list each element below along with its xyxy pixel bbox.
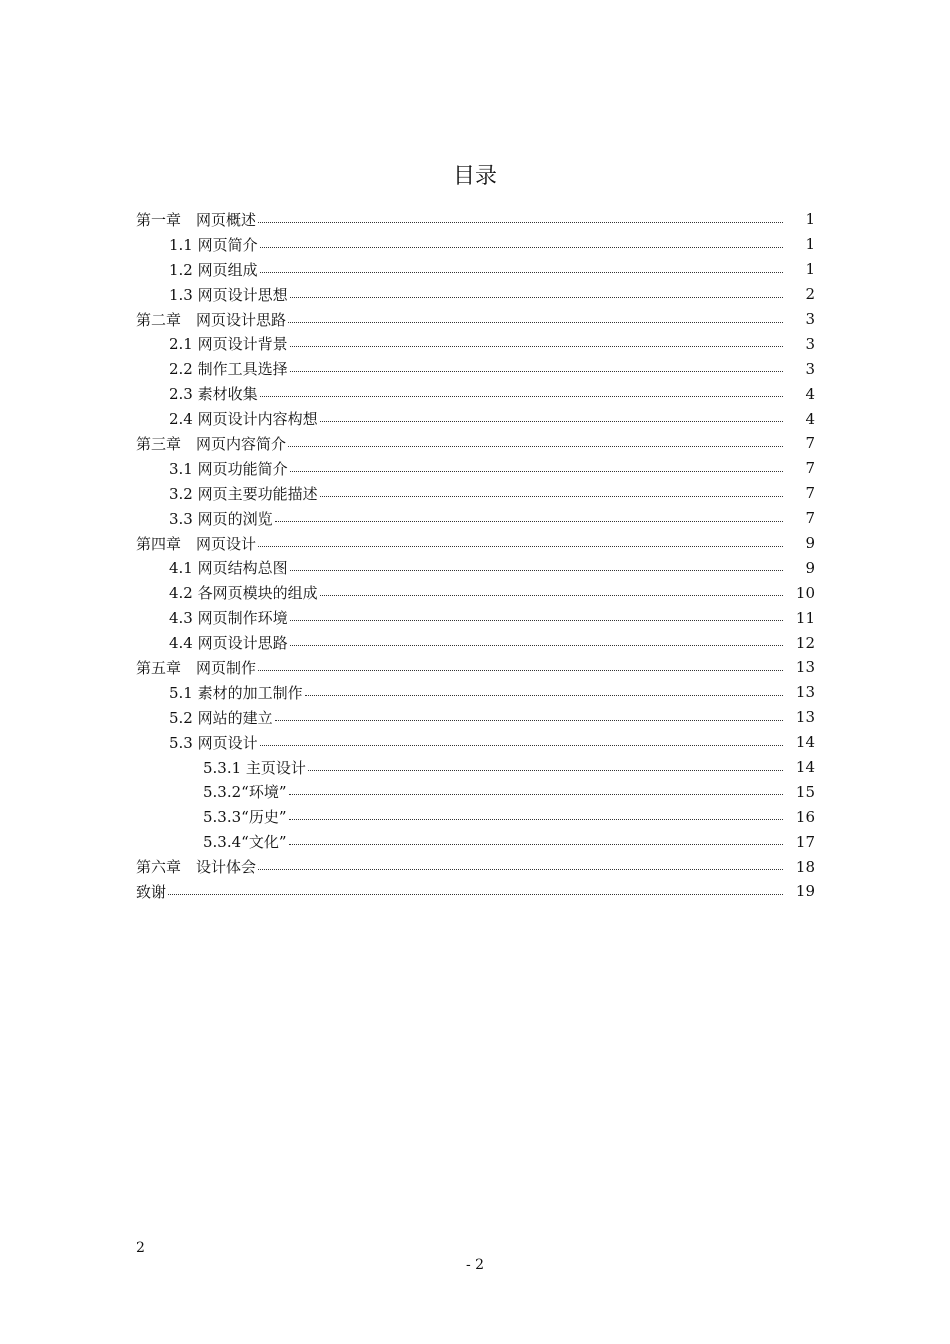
toc-entry[interactable] [136,506,815,531]
toc-dot-leader [260,272,783,273]
toc-dot-leader [320,421,783,422]
toc-dot-leader [289,819,783,820]
toc-entry-page: 7 [805,434,815,453]
toc-dot-leader [289,794,783,795]
toc-dot-leader [258,670,783,671]
toc-dot-leader [290,371,783,372]
toc-dot-leader [258,869,783,870]
toc-dot-leader [288,446,783,447]
toc-entry[interactable] [136,755,815,780]
toc-entry-page: 15 [795,782,815,801]
toc-entry-label: 5.1 素材的加工制作 [169,683,303,702]
toc-entry-page: 9 [805,534,815,553]
toc-entry-label: 5.2 网站的建立 [169,708,273,727]
toc-entry-label: 第一章 网页概述 [136,210,257,229]
toc-dot-leader [308,770,783,771]
toc-entry-label: 3.1 网页功能简介 [169,459,288,478]
toc-entry[interactable] [136,456,815,481]
toc-entry[interactable] [136,232,815,257]
toc-dot-leader [290,645,783,646]
toc-entry-page: 1 [805,260,815,279]
toc-dot-leader [260,396,783,397]
toc-entry-label: 2.1 网页设计背景 [169,335,288,354]
footer-page-number: 2 [136,1240,145,1256]
toc-entry[interactable] [136,580,815,605]
toc-entry-label: 2.4 网页设计内容构想 [169,410,318,429]
table-of-contents [136,207,815,904]
toc-entry-label: 第二章 网页设计思路 [136,310,287,329]
toc-entry-page: 4 [805,409,815,428]
toc-entry[interactable] [136,804,815,829]
toc-entry[interactable] [136,879,815,904]
toc-entry[interactable] [136,655,815,680]
toc-dot-leader [290,620,783,621]
toc-entry-page: 13 [795,683,815,702]
toc-entry-label: 4.1 网页结构总图 [169,559,288,578]
toc-entry-label: 1.3 网页设计思想 [169,285,288,304]
toc-entry-label: 1.1 网页简介 [169,235,258,254]
toc-entry[interactable] [136,605,815,630]
footer-page-label: - 2 [465,1257,485,1273]
toc-entry-page: 1 [805,210,815,229]
toc-entry-page: 7 [805,509,815,528]
toc-entry-label: 第三章 网页内容简介 [136,434,287,453]
toc-dot-leader [275,521,783,522]
page-title: 目录 [452,164,497,189]
toc-entry-label: 2.3 素材收集 [169,385,258,404]
toc-entry-label: 5.3.3“历史” [203,808,287,827]
toc-entry-label: 4.4 网页设计思路 [169,634,288,653]
toc-entry-label: 5.3.1 主页设计 [203,758,306,777]
toc-dot-leader [290,297,783,298]
toc-entry-label: 4.2 各网页模块的组成 [169,584,318,603]
toc-entry-page: 4 [805,384,815,403]
toc-entry-page: 3 [805,310,815,328]
toc-entry[interactable] [136,630,815,655]
toc-entry-page: 7 [805,459,815,478]
toc-entry-page: 1 [805,235,815,254]
toc-entry-page: 3 [805,359,815,378]
toc-dot-leader [289,844,783,845]
toc-dot-leader [288,322,783,323]
toc-entry-page: 16 [795,807,815,826]
toc-dot-leader [258,546,783,547]
toc-entry-label: 5.3 网页设计 [169,733,258,752]
toc-entry-label: 2.2 制作工具选择 [169,360,288,379]
toc-entry-page: 11 [795,608,815,627]
toc-entry[interactable] [136,431,815,456]
toc-entry-label: 第六章 设计体会 [136,858,257,877]
toc-entry[interactable] [136,779,815,804]
toc-dot-leader [168,894,783,895]
toc-entry[interactable] [136,207,815,232]
toc-entry-page: 7 [805,484,815,503]
toc-entry-label: 5.3.4“文化” [203,833,287,852]
toc-entry[interactable] [136,481,815,506]
toc-dot-leader [290,346,783,347]
toc-entry-page: 17 [795,832,815,851]
toc-entry-page: 14 [795,733,815,752]
toc-dot-leader [305,695,783,696]
toc-entry-label: 4.3 网页制作环境 [169,609,288,628]
toc-entry-page: 13 [795,658,815,677]
toc-entry-label: 致谢 [136,882,167,901]
toc-entry-page: 18 [795,857,815,876]
toc-entry-label: 3.2 网页主要功能描述 [169,484,318,503]
toc-entry[interactable] [136,257,815,282]
toc-entry-label: 3.3 网页的浏览 [169,509,273,528]
toc-dot-leader [320,496,783,497]
toc-entry[interactable] [136,829,815,854]
toc-entry-page: 3 [805,334,815,353]
toc-dot-leader [290,471,783,472]
toc-entry[interactable] [136,680,815,705]
toc-entry-page: 13 [795,708,815,727]
toc-entry[interactable] [136,406,815,431]
toc-entry-page: 12 [795,633,815,652]
toc-entry[interactable] [136,307,815,332]
toc-entry[interactable] [136,854,815,879]
toc-entry-label: 1.2 网页组成 [169,260,258,279]
toc-entry[interactable] [136,282,815,307]
toc-entry-label: 第五章 网页制作 [136,658,257,677]
toc-entry-label: 第四章 网页设计 [136,534,257,553]
toc-entry[interactable] [136,555,815,580]
toc-entry[interactable] [136,531,815,556]
toc-entry[interactable] [136,381,815,406]
toc-entry-page: 19 [795,882,815,901]
toc-entry-page: 9 [805,558,815,577]
toc-dot-leader [275,720,783,721]
toc-entry-label: 5.3.2“环境” [203,783,287,802]
toc-entry[interactable] [136,730,815,755]
toc-entry-page: 14 [795,758,815,777]
toc-dot-leader [258,222,783,223]
toc-entry[interactable] [136,356,815,381]
toc-entry-page: 10 [795,583,815,602]
toc-dot-leader [260,247,783,248]
toc-entry[interactable] [136,331,815,356]
toc-entry[interactable] [136,705,815,730]
toc-dot-leader [260,745,783,746]
toc-dot-leader [290,570,783,571]
toc-dot-leader [320,595,783,596]
toc-entry-page: 2 [805,285,815,304]
